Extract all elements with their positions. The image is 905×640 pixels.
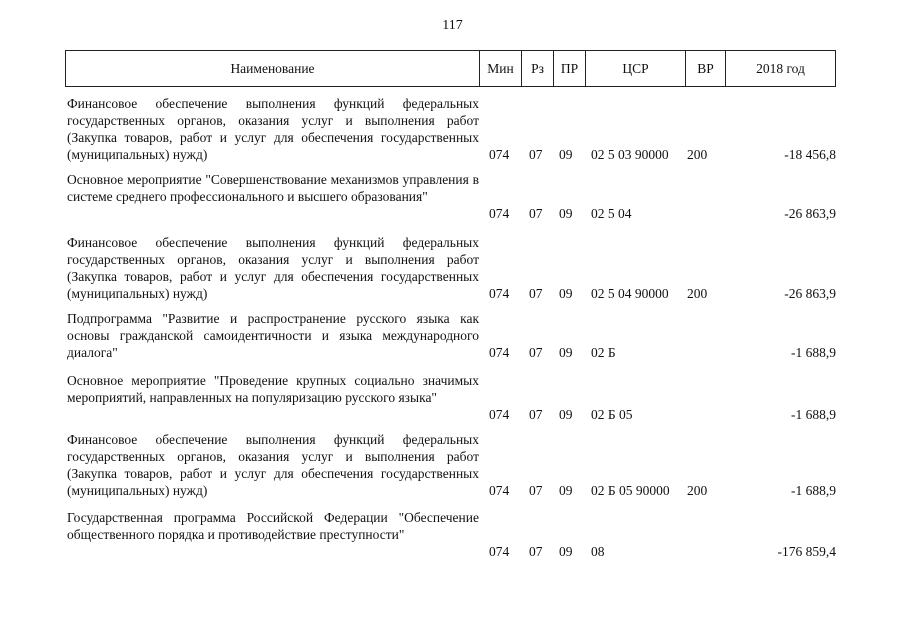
table-row bbox=[65, 431, 836, 499]
row-name: Финансовое обеспечение выполнения функций федеральных государственных органов, оказания услуг и выполнения работ (Закупка товаров, работ и услуг для обеспечения государственных (муниципальных) нужд) bbox=[67, 432, 479, 498]
row-min: 074 bbox=[489, 483, 510, 498]
row-csr: 02 5 03 90000 bbox=[591, 147, 669, 162]
row-name: Финансовое обеспечение выполнения функций федеральных государственных органов, оказания услуг и выполнения работ (Закупка товаров, работ и услуг для обеспечения государственных (муниципальных) нужд) bbox=[67, 96, 479, 162]
header-name: Наименование bbox=[66, 51, 480, 86]
page-number: 117 bbox=[442, 18, 463, 33]
row-rz: 07 bbox=[529, 483, 543, 498]
header-min: Мин bbox=[480, 51, 522, 86]
row-name: Подпрограмма "Развитие и распространение русского языка как основы гражданской самоидентичности и языка международного диалога" bbox=[67, 311, 479, 360]
row-amount: -26 863,9 bbox=[784, 286, 836, 301]
row-rz: 07 bbox=[529, 407, 543, 422]
row-csr: 02 Б 05 90000 bbox=[591, 483, 670, 498]
header-pr: ПР bbox=[554, 51, 586, 86]
row-name: Государственная программа Российской Федерации "Обеспечение общественного порядка и противодействие преступности" bbox=[67, 510, 479, 542]
header-csr: ЦСР bbox=[586, 51, 686, 86]
row-name: Финансовое обеспечение выполнения функций федеральных государственных органов, оказания услуг и выполнения работ (Закупка товаров, работ и услуг для обеспечения государственных (муниципальных) нужд) bbox=[67, 235, 479, 301]
row-vr: 200 bbox=[687, 147, 708, 162]
row-pr: 09 bbox=[559, 544, 573, 559]
table-row bbox=[65, 95, 836, 163]
row-name: Основное мероприятие "Проведение крупных социально значимых мероприятий, направленных на популяризацию русского языка" bbox=[67, 373, 479, 405]
table-row bbox=[65, 509, 836, 560]
row-min: 074 bbox=[489, 544, 510, 559]
row-min: 074 bbox=[489, 407, 510, 422]
row-amount: -1 688,9 bbox=[791, 407, 836, 422]
table-row bbox=[65, 310, 836, 361]
row-rz: 07 bbox=[529, 206, 543, 221]
row-amount: -18 456,8 bbox=[784, 147, 836, 162]
row-min: 074 bbox=[489, 206, 510, 221]
row-vr: 200 bbox=[687, 286, 708, 301]
row-pr: 09 bbox=[559, 206, 573, 221]
row-amount: -1 688,9 bbox=[791, 483, 836, 498]
row-pr: 09 bbox=[559, 407, 573, 422]
table-row bbox=[65, 372, 836, 423]
table-row bbox=[65, 234, 836, 302]
row-amount: -176 859,4 bbox=[777, 544, 836, 559]
row-pr: 09 bbox=[559, 483, 573, 498]
row-pr: 09 bbox=[559, 147, 573, 162]
row-rz: 07 bbox=[529, 147, 543, 162]
row-vr: 200 bbox=[687, 483, 708, 498]
row-csr: 02 5 04 bbox=[591, 206, 632, 221]
table-row bbox=[65, 171, 836, 222]
row-csr: 08 bbox=[591, 544, 605, 559]
row-min: 074 bbox=[489, 286, 510, 301]
row-csr: 02 5 04 90000 bbox=[591, 286, 669, 301]
row-name: Основное мероприятие "Совершенствование механизмов управления в системе среднего профессионального и высшего образования" bbox=[67, 172, 479, 204]
row-csr: 02 Б bbox=[591, 345, 616, 360]
table-header bbox=[65, 50, 836, 87]
row-min: 074 bbox=[489, 345, 510, 360]
header-vr: ВР bbox=[686, 51, 726, 86]
row-rz: 07 bbox=[529, 544, 543, 559]
row-pr: 09 bbox=[559, 345, 573, 360]
row-pr: 09 bbox=[559, 286, 573, 301]
header-rz: Рз bbox=[522, 51, 554, 86]
row-rz: 07 bbox=[529, 345, 543, 360]
row-rz: 07 bbox=[529, 286, 543, 301]
row-amount: -26 863,9 bbox=[784, 206, 836, 221]
row-min: 074 bbox=[489, 147, 510, 162]
row-csr: 02 Б 05 bbox=[591, 407, 633, 422]
row-amount: -1 688,9 bbox=[791, 345, 836, 360]
header-year: 2018 год bbox=[756, 60, 805, 76]
